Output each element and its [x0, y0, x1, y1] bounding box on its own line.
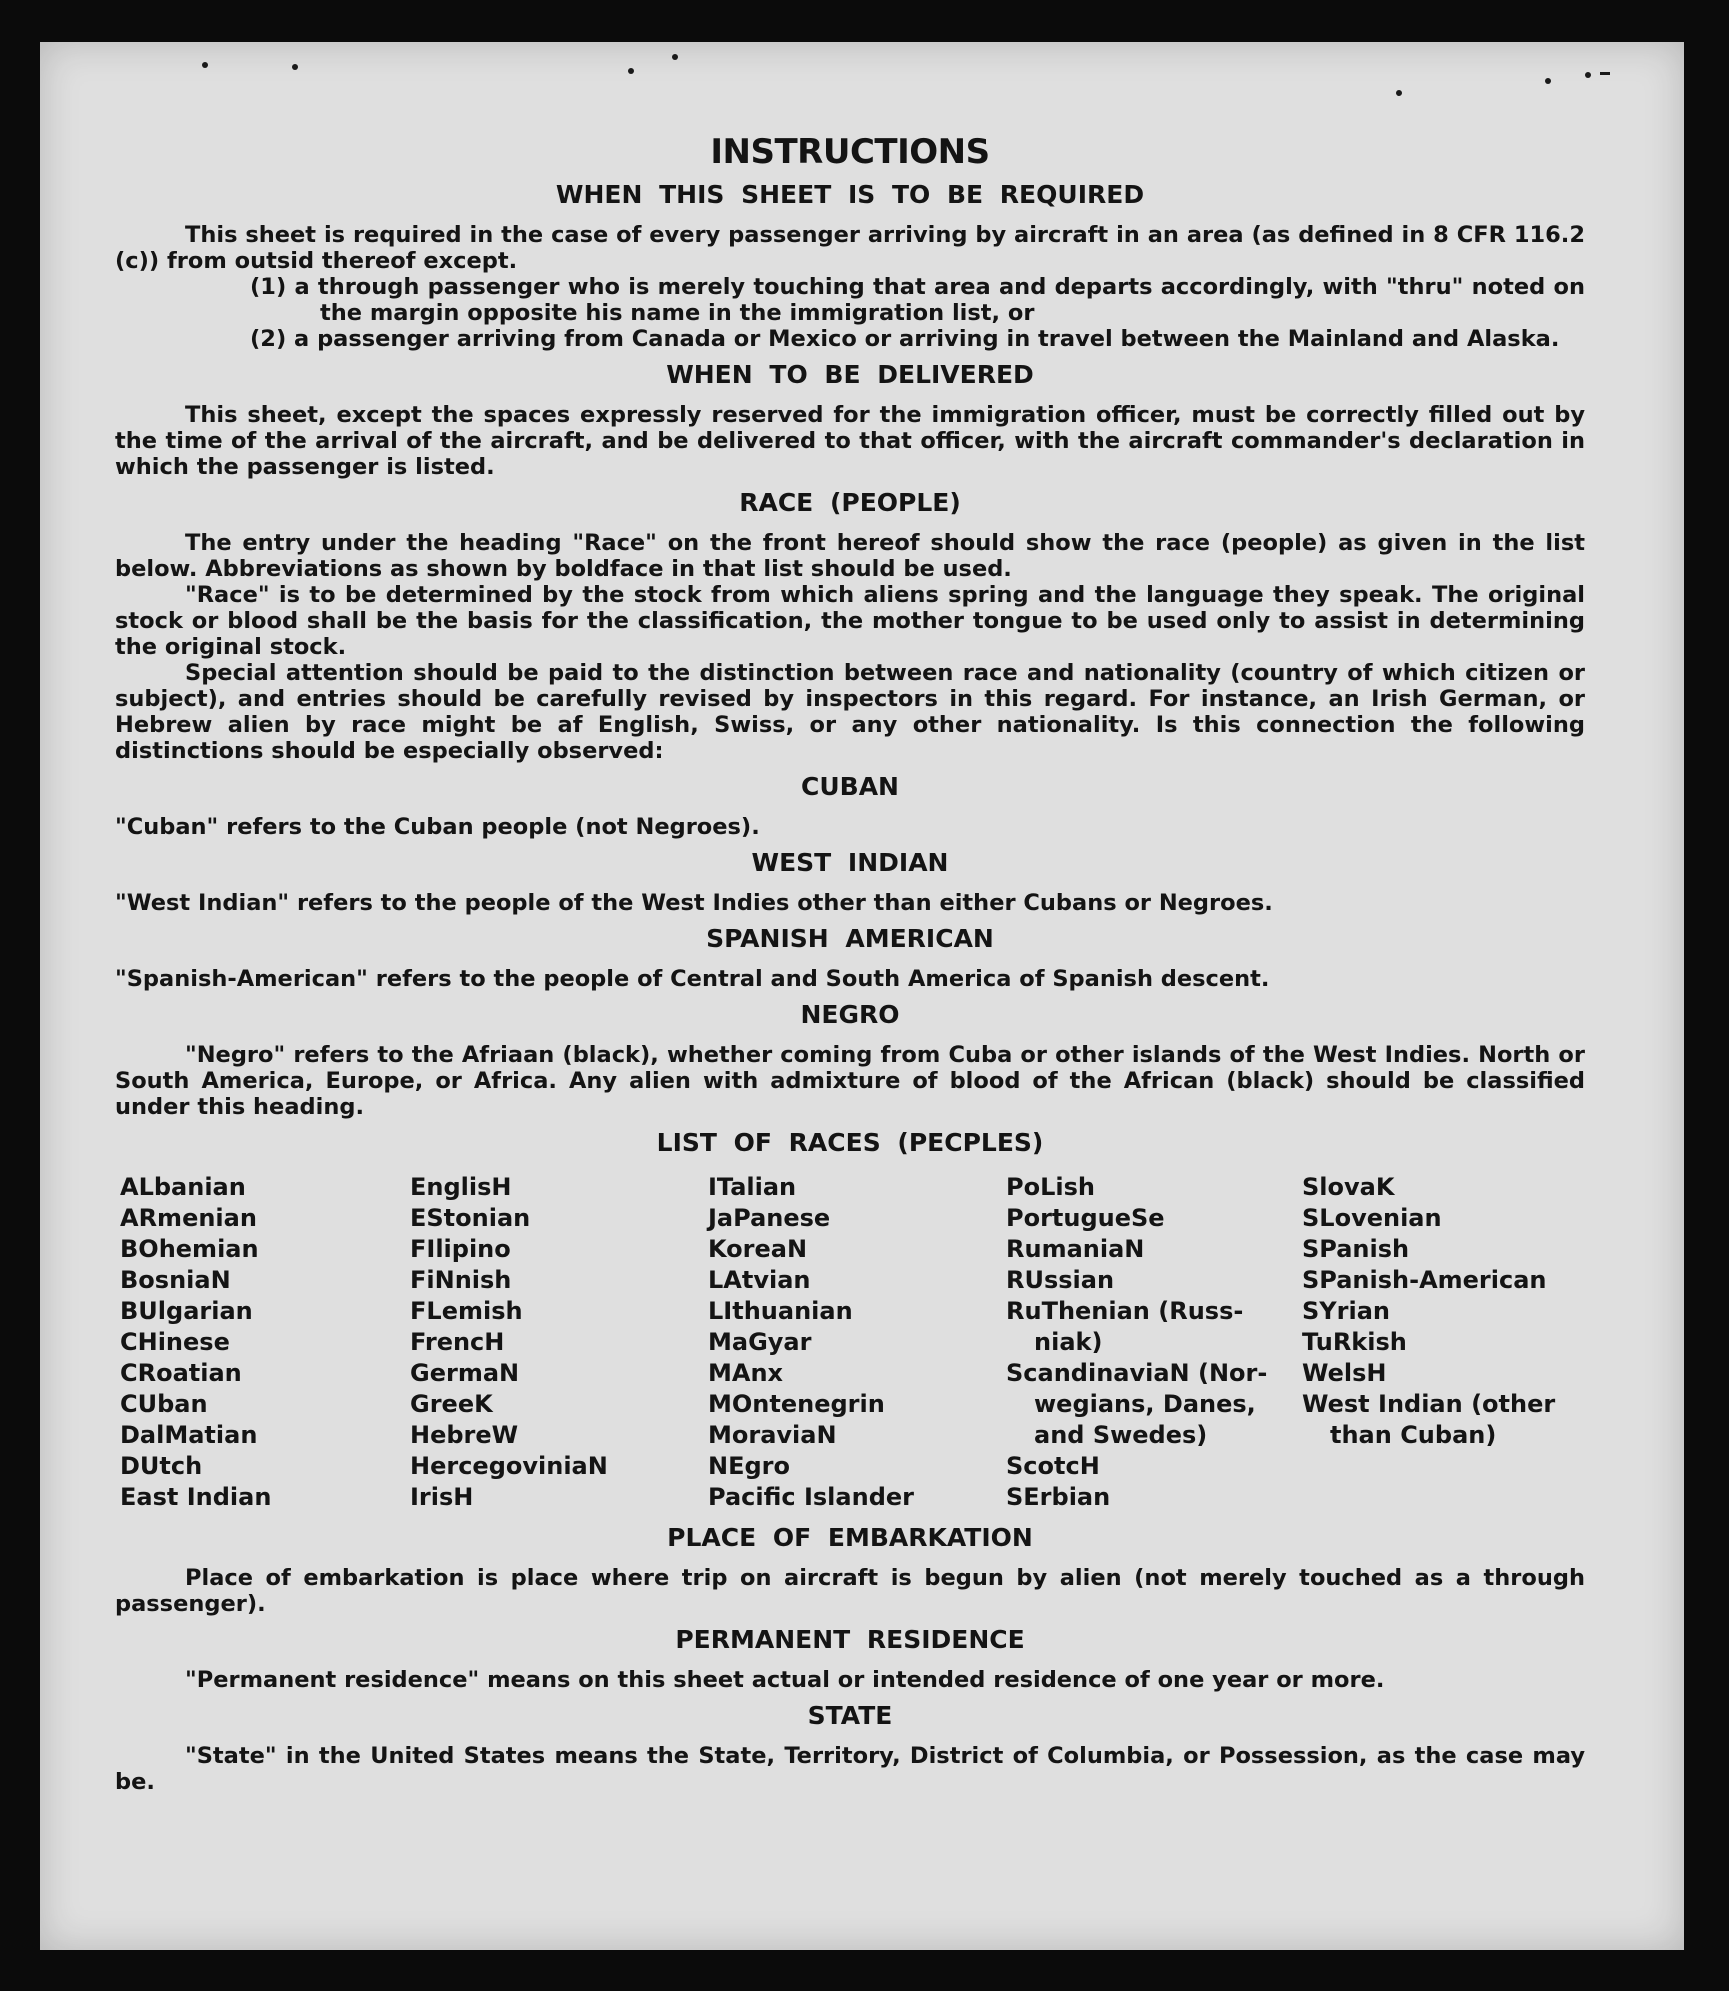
race-item: RuThenian (Russ-: [1006, 1297, 1244, 1325]
race-column-1: [120, 1172, 410, 1513]
race-item: ScotcH: [1006, 1452, 1100, 1480]
page-title: INSTRUCTIONS: [710, 132, 990, 172]
section-heading-when-required: WHEN THIS SHEET IS TO BE REQUIRED: [555, 180, 1145, 209]
section-heading-negro: NEGRO: [800, 1000, 900, 1029]
race-item: Pacific Islander: [708, 1483, 914, 1511]
race-item: EStonian: [410, 1204, 531, 1232]
section-heading-spanish-american: SPANISH AMERICAN: [706, 924, 994, 953]
exception-list: [250, 274, 1585, 352]
exception-item-2: (2) a passenger arriving from Canada or Mexico or arriving in travel between the Mainland and Alaska.: [250, 326, 1560, 352]
race-item-continued: and Swedes): [1034, 1421, 1208, 1449]
section-heading-race: RACE (PEOPLE): [739, 488, 961, 517]
race-item: SYrian: [1302, 1297, 1391, 1325]
scan-speck: [1600, 72, 1610, 75]
scan-speck: [202, 62, 208, 68]
race-item: FLemish: [410, 1297, 523, 1325]
race-item: West Indian (other: [1302, 1390, 1556, 1418]
section-heading-permanent-residence: PERMANENT RESIDENCE: [675, 1625, 1025, 1654]
race-item: NEgro: [708, 1452, 790, 1480]
race-item: RUssian: [1006, 1266, 1115, 1294]
race-item: CHinese: [120, 1328, 230, 1356]
race-item: ScandinaviaN (Nor-: [1006, 1359, 1268, 1387]
exception-item-1: (1) a through passenger who is merely touching that area and departs accordingly, with "thru" noted on the margin opposite his name in the immigration list, or: [250, 274, 1585, 326]
race-item: PoLish: [1006, 1173, 1095, 1201]
race-item: SlovaK: [1302, 1173, 1395, 1201]
paragraph-race-definition: "Race" is to be determined by the stock from which aliens spring and the language they speak. The original stock or blood shall be the basis for the classification, the mother tongue to be used only to assist in determining the original stock.: [115, 582, 1585, 660]
race-item: TuRkish: [1302, 1328, 1407, 1356]
scan-speck: [1545, 78, 1551, 84]
paragraph-race-nationality: Special attention should be paid to the distinction between race and nationality (country of which citizen or subject), and entries should be carefully revised by inspectors in this regard. For instance, an Irish German, or Hebrew alien by race might be af English, Swiss, or any other nationality. Is this connection the following distinctions should be especially observed:: [115, 660, 1585, 764]
race-item: LAtvian: [708, 1266, 811, 1294]
race-item: DalMatian: [120, 1421, 258, 1449]
race-item: SErbian: [1006, 1483, 1111, 1511]
race-item: RumaniaN: [1006, 1235, 1145, 1263]
race-item: LIthuanian: [708, 1297, 853, 1325]
document-sheet: [40, 42, 1684, 1950]
race-item: East Indian: [120, 1483, 272, 1511]
paragraph-negro: "Negro" refers to the Afriaan (black), whether coming from Cuba or other islands of the West Indies. North or South America, Europe, or Africa. Any alien with admixture of blood of the African (black) should be classified under this heading.: [115, 1042, 1585, 1120]
race-item: SPanish-American: [1302, 1266, 1547, 1294]
race-column-2: [410, 1172, 708, 1513]
race-item: SPanish: [1302, 1235, 1410, 1263]
paragraph-required-intro: This sheet is required in the case of every passenger arriving by aircraft in an area (as defined in 8 CFR 116.2 (c)) from outsid thereof except.: [115, 222, 1585, 274]
paragraph-cuban: "Cuban" refers to the Cuban people (not Negroes).: [115, 814, 760, 840]
race-item: GreeK: [410, 1390, 493, 1418]
race-item: ALbanian: [120, 1173, 246, 1201]
section-heading-embarkation: PLACE OF EMBARKATION: [667, 1523, 1033, 1552]
race-item: JaPanese: [708, 1204, 831, 1232]
race-item: IrisH: [410, 1483, 474, 1511]
race-item: EnglisH: [410, 1173, 512, 1201]
race-column-5: [1302, 1172, 1592, 1513]
paragraph-spanish-american: "Spanish-American" refers to the people of Central and South America of Spanish descent.: [115, 966, 1270, 992]
race-item: CRoatian: [120, 1359, 242, 1387]
race-column-4: [1006, 1172, 1302, 1513]
race-item: KoreaN: [708, 1235, 808, 1263]
race-list-grid: [120, 1172, 1585, 1513]
race-item: GermaN: [410, 1359, 520, 1387]
section-heading-state: STATE: [807, 1701, 893, 1730]
scan-speck: [292, 64, 298, 70]
section-heading-when-delivered: WHEN TO BE DELIVERED: [666, 360, 1034, 389]
race-item: MaGyar: [708, 1328, 812, 1356]
race-item-continued: niak): [1034, 1328, 1103, 1356]
race-item: WelsH: [1302, 1359, 1387, 1387]
section-heading-cuban: CUBAN: [801, 772, 899, 801]
section-heading-list-of-races: LIST OF RACES (PECPLES): [656, 1128, 1044, 1157]
race-item: HercegoviniaN: [410, 1452, 608, 1480]
race-item-continued: than Cuban): [1330, 1421, 1497, 1449]
race-item: ARmenian: [120, 1204, 257, 1232]
instructions-content: [115, 132, 1585, 1795]
paragraph-west-indian: "West Indian" refers to the people of the West Indies other than either Cubans or Negroes.: [115, 890, 1273, 916]
race-item: SLovenian: [1302, 1204, 1442, 1232]
race-item: MAnx: [708, 1359, 784, 1387]
scan-speck: [628, 68, 634, 74]
scan-speck: [1396, 90, 1402, 96]
race-item: MoraviaN: [708, 1421, 837, 1449]
race-item: MOntenegrin: [708, 1390, 885, 1418]
race-item: BUlgarian: [120, 1297, 253, 1325]
scan-speck: [672, 54, 678, 60]
race-item-continued: wegians, Danes,: [1034, 1390, 1256, 1418]
paragraph-permanent-residence: "Permanent residence" means on this sheet actual or intended residence of one year or more.: [185, 1667, 1385, 1693]
paragraph-race-entry: The entry under the heading "Race" on the front hereof should show the race (people) as given in the list below. Abbreviations as shown by boldface in that list should be used.: [115, 530, 1585, 582]
race-item: FiNnish: [410, 1266, 512, 1294]
scan-speck: [1585, 72, 1591, 78]
race-item: BOhemian: [120, 1235, 259, 1263]
section-heading-west-indian: WEST INDIAN: [751, 848, 949, 877]
paragraph-embarkation: Place of embarkation is place where trip on aircraft is begun by alien (not merely touched as a through passenger).: [115, 1565, 1585, 1617]
race-column-3: [708, 1172, 1006, 1513]
race-item: CUban: [120, 1390, 208, 1418]
race-item: DUtch: [120, 1452, 203, 1480]
race-item: FIlipino: [410, 1235, 511, 1263]
race-item: ITalian: [708, 1173, 797, 1201]
race-item: PortugueSe: [1006, 1204, 1165, 1232]
race-item: HebreW: [410, 1421, 519, 1449]
paragraph-state: "State" in the United States means the State, Territory, District of Columbia, or Possession, as the case may be.: [115, 1743, 1585, 1795]
race-item: FrencH: [410, 1328, 505, 1356]
race-item: BosniaN: [120, 1266, 231, 1294]
paragraph-delivery: This sheet, except the spaces expressly reserved for the immigration officer, must be correctly filled out by the time of the arrival of the aircraft, and be delivered to that officer, with the aircraft commander's declaration in which the passenger is listed.: [115, 402, 1585, 480]
